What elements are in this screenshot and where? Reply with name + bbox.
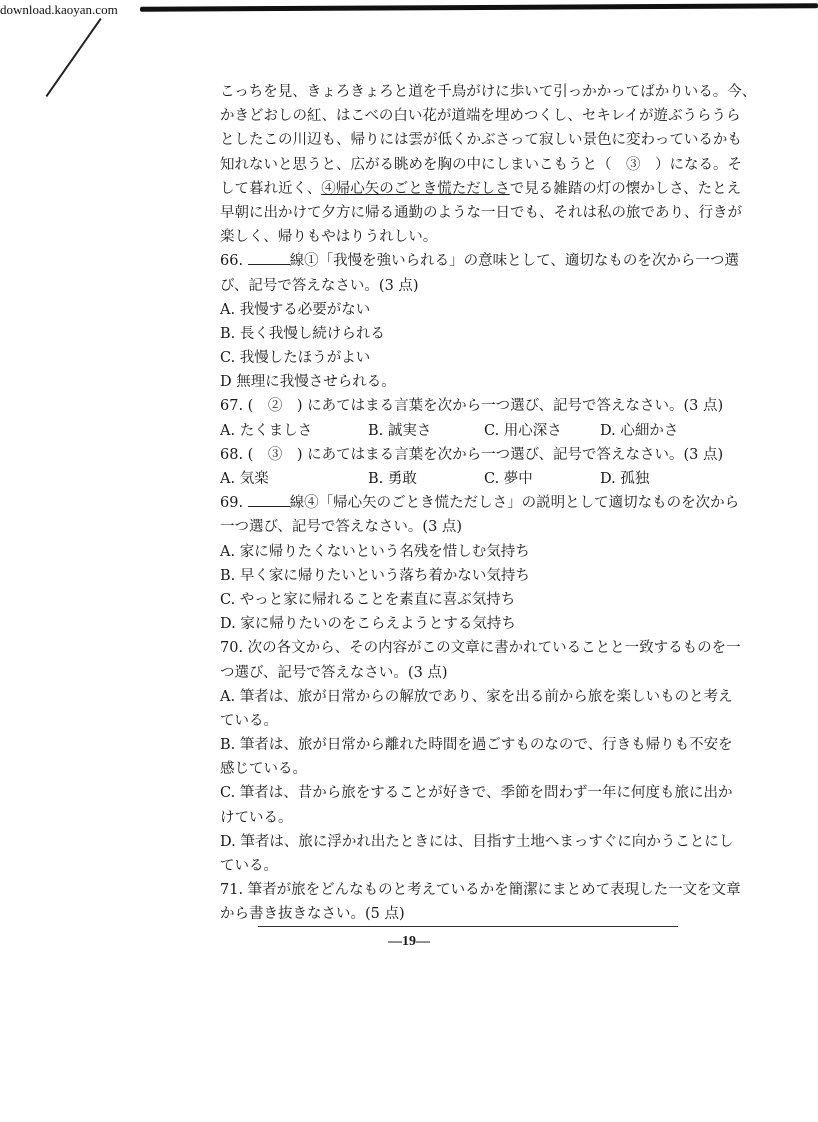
option: D 無理に我慢させられる。: [220, 374, 396, 391]
option: D. 筆者は、旅に浮かれ出たときには、目指す土地へまっすぐに向かうことにし: [220, 833, 734, 850]
passage-line: [220, 177, 742, 201]
option: A. 家に帰りたくないという名残を惜しむ気持ち: [220, 543, 530, 560]
option: A. 我慢する必要がない: [220, 301, 371, 318]
text: で見る雑踏の灯の懐かしさ、たとえ: [509, 180, 742, 197]
page-number: —19—: [388, 934, 430, 949]
option: A. 筆者は、旅が日常からの解放であり、家を出る前から旅を楽しいものと考え: [220, 688, 733, 705]
option: A. 気楽: [220, 471, 269, 487]
site-watermark: download.kaoyan.com: [0, 2, 118, 17]
option: B. 筆者は、旅が日常から離れた時間を過ごすものなので、行きも帰りも不安を: [220, 737, 733, 754]
passage-line: 早朝に出かけて夕方に帰る通勤のような一日でも、それは私の旅であり、行きが: [220, 204, 742, 221]
option: D. 孤独: [600, 471, 650, 487]
question-67: 67. ( ② ) にあてはまる言葉を次から一つ選び、記号で答えなさい。(3 点): [220, 398, 724, 415]
passage-line: 楽しく、帰りもやはりうれしい。: [220, 229, 438, 246]
question-70-cont: つ選び、記号で答えなさい。(3 点): [220, 664, 448, 681]
options-row: [220, 419, 710, 443]
passage-line: 知れないと思うと、広がる眺めを胸の中にしまいこもうと（ ③ ）になる。そ: [220, 156, 742, 173]
question-71: 71. 筆者が旅をどんなものと考えているかを簡潔にまとめて表現した一文を文章: [220, 882, 741, 899]
question-text: 線①「我慢を強いられる」の意味として、適切なものを次から一つ選: [289, 253, 739, 270]
question-70: 70. 次の各文から、その内容がこの文章に書かれていることと一致するものを一: [220, 640, 741, 657]
option-cont: ている。: [220, 858, 278, 874]
passage-line: としたこの川辺も、帰りには雲が低くかぶさって寂しい景色に変わっているかも: [220, 132, 742, 149]
options-row: [220, 467, 710, 491]
option-cont: けている。: [220, 809, 293, 826]
question-number: 66.: [220, 253, 244, 270]
option: C. 用心深さ: [484, 422, 562, 439]
footer-rule: [258, 926, 678, 927]
question-68: 68. ( ③ ) にあてはまる言葉を次から一つ選び、記号で答えなさい。(3 点): [220, 446, 724, 463]
text: して暮れ近く、: [220, 180, 322, 197]
blank-line: [248, 494, 290, 507]
blank-line: [248, 252, 290, 265]
question-69: [220, 491, 740, 515]
option: C. 筆者は、昔から旅をすることが好きで、季節を問わず一年に何度も旅に出か: [220, 785, 733, 802]
option: D. 家に帰りたいのをこらえようとする気持ち: [220, 616, 516, 633]
scan-diagonal-line: [46, 18, 102, 97]
scan-edge-bar: [140, 3, 818, 12]
question-66: [220, 249, 739, 273]
exam-content: [220, 80, 757, 927]
option: C. やっと家に帰れることを素直に喜ぶ気持ち: [220, 591, 516, 608]
question-66-cont: び、記号で答えなさい。(3 点): [220, 277, 419, 294]
question-number: 69.: [220, 495, 244, 512]
option: A. たくましさ: [220, 422, 313, 439]
option: C. 夢中: [484, 471, 533, 487]
option-cont: ている。: [220, 712, 278, 729]
passage-line: かきどおしの紅、はこべの白い花が道端を埋めつくし、セキレイが遊ぶうらうら: [220, 108, 741, 125]
option: C. 我慢したほうがよい: [220, 350, 371, 367]
underlined-phrase: ④帰心矢のごとき慌ただしさ: [321, 180, 510, 197]
question-71-cont: から書き抜きなさい。(5 点): [220, 906, 405, 923]
option: B. 長く我慢し続けられる: [220, 325, 385, 342]
question-69-cont: 一つ選び、記号で答えなさい。(3 点): [220, 519, 463, 536]
option-cont: 感じている。: [220, 761, 307, 778]
option: D. 心細かさ: [600, 422, 679, 439]
option: B. 誠実さ: [368, 422, 432, 439]
option: B. 早く家に帰りたいという落ち着かない気持ち: [220, 567, 530, 584]
option: B. 勇敢: [368, 471, 417, 487]
passage-line: こっちを見、きょろきょろと道を千鳥がけに歩いて引っかかってばかりいる。今、: [220, 84, 757, 100]
question-text: 線④「帰心矢のごとき慌ただしさ」の説明として適切なものを次から: [289, 495, 740, 512]
